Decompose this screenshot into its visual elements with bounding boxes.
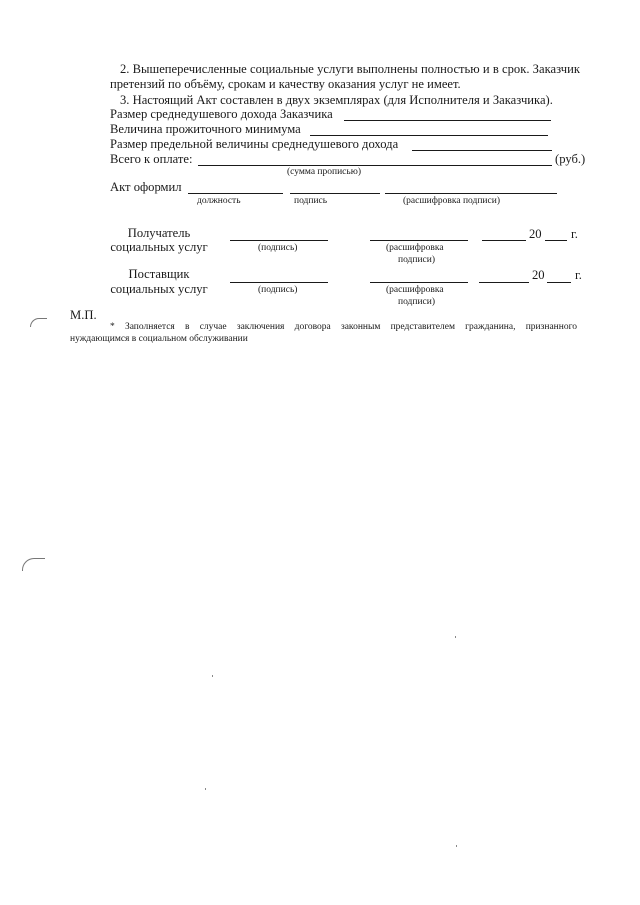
recipient-signature-line[interactable] [230, 240, 328, 241]
act-by-label: Акт оформил [110, 180, 182, 194]
punch-hole-mark [22, 558, 45, 571]
scan-speck [455, 636, 456, 638]
provider-year-suffix: г. [575, 268, 582, 282]
provider-decoding-hint-2: подписи) [398, 297, 436, 307]
provider-day-line[interactable] [479, 282, 529, 283]
clause3-text: 3. Настоящий Акт составлен в двух экземплярах (для Исполнителя и Заказчика). [120, 93, 553, 107]
recipient-label-1: Получатель [127, 226, 191, 240]
provider-signature-hint: (подпись) [258, 285, 298, 295]
recipient-decoding-line[interactable] [370, 240, 468, 241]
provider-signature-line[interactable] [230, 282, 328, 283]
act-by-decoding-hint: (расшифровка подписи) [403, 196, 500, 206]
recipient-year-prefix: 20 [529, 227, 542, 241]
recipient-signature-hint: (подпись) [258, 243, 298, 253]
act-by-decoding-line[interactable] [385, 193, 557, 194]
provider-year-line[interactable] [547, 282, 571, 283]
provider-label-1: Поставщик [128, 267, 190, 281]
punch-hole-mark [30, 318, 47, 327]
recipient-day-line[interactable] [482, 240, 526, 241]
recipient-label-2: социальных услуг [110, 240, 208, 254]
avg-income-line[interactable] [344, 120, 551, 121]
recipient-decoding-hint-1: (расшифровка [386, 243, 444, 253]
total-unit: (руб.) [555, 152, 586, 166]
subsistence-label: Величина прожиточного минимума [110, 122, 301, 136]
act-by-position-hint: должность [197, 196, 241, 206]
limit-income-label: Размер предельной величины среднедушевого дохода [110, 137, 399, 151]
footnote-line2: нуждающимся в социальном обслуживании [70, 334, 248, 344]
clause2-line2: претензий по объёму, срокам и качеству оказания услуг не имеет. [110, 77, 461, 91]
act-by-signature-line[interactable] [290, 193, 380, 194]
avg-income-label: Размер среднедушевого дохода Заказчика [110, 107, 333, 121]
limit-income-line[interactable] [412, 150, 552, 151]
scan-speck [212, 675, 213, 677]
total-line[interactable] [198, 165, 552, 166]
recipient-decoding-hint-2: подписи) [398, 255, 436, 265]
provider-decoding-line[interactable] [370, 282, 468, 283]
scan-speck [456, 845, 457, 847]
subsistence-line[interactable] [310, 135, 548, 136]
provider-label-2: социальных услуг [110, 282, 208, 296]
total-hint: (сумма прописью) [287, 167, 361, 177]
act-by-signature-hint: подпись [294, 196, 328, 206]
act-by-position-line[interactable] [188, 193, 283, 194]
recipient-year-suffix: г. [571, 227, 578, 241]
scan-speck [205, 788, 206, 790]
recipient-year-line[interactable] [545, 240, 567, 241]
total-label: Всего к оплате: [110, 152, 193, 166]
provider-year-prefix: 20 [532, 268, 545, 282]
clause2-line1: 2. Вышеперечисленные социальные услуги выполнены полностью и в срок. Заказчик [120, 62, 580, 76]
provider-decoding-hint-1: (расшифровка [386, 285, 444, 295]
stamp-place: М.П. [70, 308, 97, 322]
footnote-line1: * Заполняется в случае заключения договора законным представителем гражданина, признанного [110, 322, 577, 332]
